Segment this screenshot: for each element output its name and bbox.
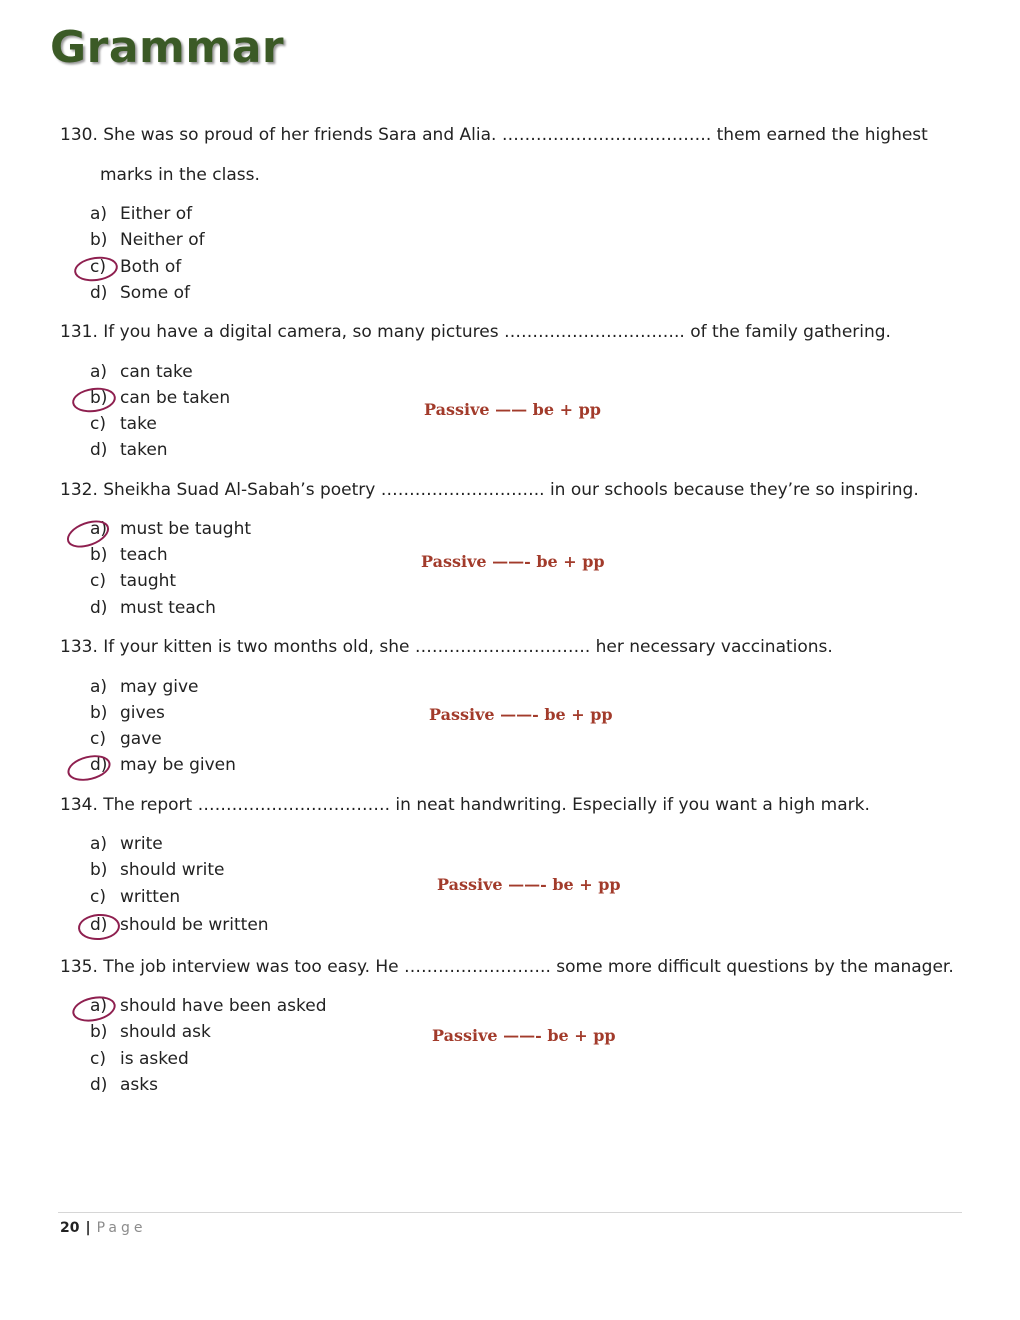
option-131-c (90, 413, 157, 435)
option-text: may give (120, 677, 199, 697)
option-135-c (90, 1048, 189, 1070)
page-footer (60, 1218, 147, 1238)
question-text: The report ……………………………. in neat handwriting. Especially if you want a high mark. (103, 795, 870, 815)
question-text: If your kitten is two months old, she …………………………. her necessary vaccinations. (103, 637, 833, 657)
option-text: take (120, 414, 157, 434)
option-131-a (90, 361, 193, 383)
footer-divider (58, 1212, 962, 1213)
option-letter: b) (90, 703, 108, 723)
option-letter: a) (90, 362, 108, 382)
question-number: 133. (60, 637, 98, 657)
handwritten-note-133: Passive ——- be + pp (429, 705, 613, 724)
option-letter: a) (90, 834, 108, 854)
option-text: is asked (120, 1049, 189, 1069)
page-label: Page (96, 1220, 147, 1236)
option-132-a (90, 518, 251, 540)
question-134 (60, 794, 870, 816)
option-133-d (90, 754, 236, 776)
answer-circle-134 (77, 913, 121, 942)
option-135-a (90, 995, 327, 1017)
option-text: should write (120, 860, 225, 880)
option-134-b (90, 859, 224, 881)
option-letter: b) (90, 1022, 108, 1042)
question-number: 131. (60, 322, 98, 342)
option-130-a (90, 203, 192, 225)
question-130 (60, 124, 928, 146)
option-132-d (90, 597, 216, 619)
option-text: asks (120, 1075, 158, 1095)
option-letter: d) (90, 915, 108, 935)
option-135-d (90, 1074, 158, 1096)
option-text: taught (120, 571, 177, 591)
option-letter: b) (90, 230, 108, 250)
option-134-c (90, 886, 180, 908)
option-letter: d) (90, 1075, 108, 1095)
handwritten-note-131: Passive —— be + pp (424, 400, 601, 419)
question-number: 134. (60, 795, 98, 815)
option-letter: c) (90, 257, 106, 277)
option-letter: d) (90, 598, 108, 618)
answer-circle-130 (73, 254, 120, 284)
option-letter: a) (90, 996, 108, 1016)
option-text: must teach (120, 598, 216, 618)
answer-circle-131 (71, 385, 118, 415)
option-133-b (90, 702, 165, 724)
question-text: The job interview was too easy. He …………………….. some more difficult questions by the manager. (103, 957, 954, 977)
question-text: She was so proud of her friends Sara and Alia. ………………………………. them earned the highest (103, 125, 928, 145)
option-letter: a) (90, 204, 108, 224)
option-letter: d) (90, 283, 108, 303)
option-132-c (90, 570, 176, 592)
option-letter: c) (90, 729, 106, 749)
page-title: Grammar (50, 22, 285, 73)
option-text: Both of (120, 257, 182, 277)
option-131-d (90, 439, 168, 461)
option-130-d (90, 282, 190, 304)
option-text: can take (120, 362, 193, 382)
option-text: teach (120, 545, 168, 565)
option-130-b (90, 229, 205, 251)
option-134-a (90, 833, 163, 855)
option-text: taken (120, 440, 168, 460)
option-text: Some of (120, 283, 191, 303)
option-text: must be taught (120, 519, 252, 539)
option-text: Either of (120, 204, 193, 224)
option-135-b (90, 1021, 211, 1043)
option-letter: c) (90, 1049, 106, 1069)
option-letter: d) (90, 440, 108, 460)
question-number: 132. (60, 480, 98, 500)
footer-separator: | (85, 1220, 91, 1236)
handwritten-note-135: Passive ——- be + pp (432, 1026, 616, 1045)
question-text: If you have a digital camera, so many pictures ………………………….. of the family gathering. (103, 322, 891, 342)
question-135 (60, 956, 954, 978)
option-133-a (90, 676, 198, 698)
option-text: written (120, 887, 181, 907)
option-132-b (90, 544, 168, 566)
question-number: 135. (60, 957, 98, 977)
handwritten-note-132: Passive ——- be + pp (421, 552, 605, 571)
option-letter: c) (90, 414, 106, 434)
question-133 (60, 636, 833, 658)
option-letter: b) (90, 545, 108, 565)
handwritten-note-134: Passive ——- be + pp (437, 875, 621, 894)
option-text: write (120, 834, 163, 854)
option-text: gives (120, 703, 165, 723)
question-number: 130. (60, 125, 98, 145)
question-text: Sheikha Suad Al-Sabah’s poetry ……………………….. in our schools because they’re so inspiring. (103, 480, 919, 500)
option-letter: d) (90, 755, 108, 775)
option-letter: b) (90, 860, 108, 880)
option-letter: b) (90, 388, 108, 408)
option-text: can be taken (120, 388, 231, 408)
option-letter: c) (90, 887, 106, 907)
option-letter: a) (90, 677, 108, 697)
option-letter: c) (90, 571, 106, 591)
question-132 (60, 479, 919, 501)
question-131 (60, 321, 891, 343)
option-text: gave (120, 729, 162, 749)
option-133-c (90, 728, 162, 750)
option-letter: a) (90, 519, 108, 539)
option-text: should have been asked (120, 996, 327, 1016)
option-text: should be written (120, 915, 269, 935)
option-text: Neither of (120, 230, 205, 250)
question-130-continuation: marks in the class. (100, 165, 260, 185)
option-text: may be given (120, 755, 236, 775)
option-text: should ask (120, 1022, 211, 1042)
page-number: 20 (60, 1220, 80, 1236)
